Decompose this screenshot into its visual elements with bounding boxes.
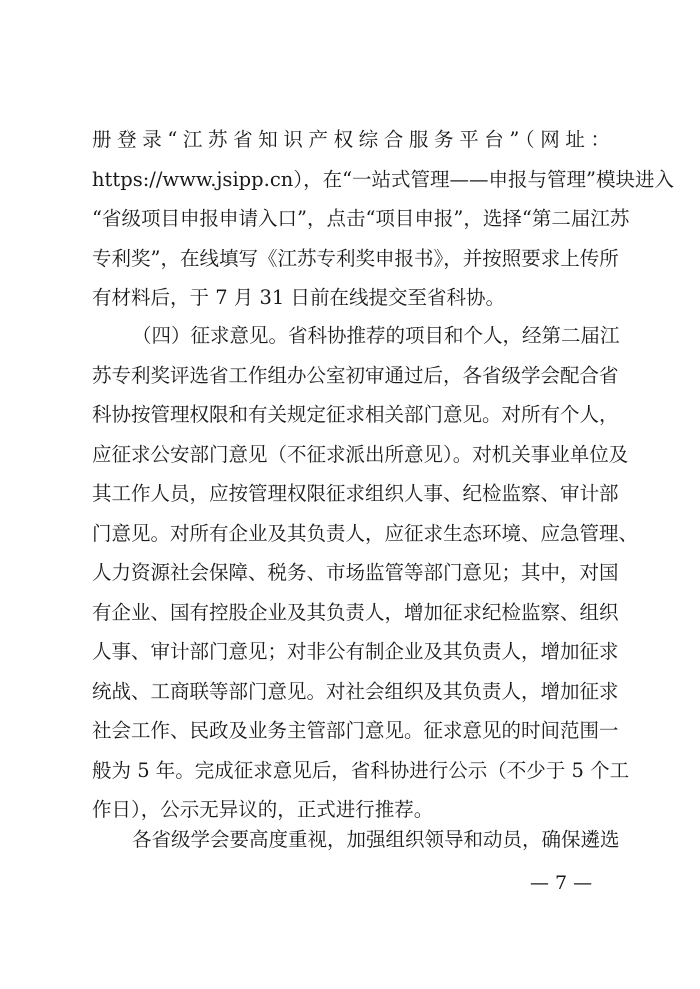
text-line: 专利奖”，在线填写《江苏专利奖申报书》，并按照要求上传所: [92, 246, 619, 270]
text-line: 人力资源社会保障、税务、市场监管等部门意见；其中，对国: [92, 561, 619, 584]
text-line: “省级项目申报申请入口”，点击“项目申报”，选择“第二届江苏: [92, 207, 630, 230]
text-line: 社会工作、民政及业务主管部门意见。征求意见的时间范围一: [92, 719, 619, 742]
text-line: 科协按管理权限和有关规定征求相关部门意见。对所有个人，: [92, 403, 619, 426]
text-line: 应征求公安部门意见（不征求派出所意见）。对机关事业单位及: [92, 442, 629, 466]
text-line: （四）征求意见。省科协推荐的项目和个人，经第二届江: [132, 324, 620, 347]
text-line: 有企业、国有控股企业及其负责人，增加征求纪检监察、组织: [92, 600, 619, 624]
text-line: 其工作人员，应按管理权限征求组织人事、纪检监察、审计部: [92, 482, 619, 505]
text-line: 各省级学会要高度重视，加强组织领导和动员，确保遴选: [132, 828, 620, 851]
text-line: 作日），公示无异议的，正式进行推荐。: [92, 798, 434, 821]
text-line: https://www.jsipp.cn），在“一站式管理——申报与管理”模块进入: [92, 167, 675, 191]
text-line: 册登录“江苏省知识产权综合服务平台”（网址：: [92, 128, 610, 151]
paragraph-registration: [92, 120, 675, 318]
page-number: — 7 —: [530, 872, 593, 894]
text-line: 统战、工商联等部门意见。对社会组织及其负责人，增加征求: [92, 679, 619, 703]
text-line: 般为 5 年。完成征求意见后，省科协进行公示（不少于 5 个工: [92, 758, 630, 782]
text-line: 有材料后，于 7 月 31 日前在线提交至省科协。: [92, 286, 506, 309]
paragraph-closing: [92, 820, 620, 860]
text-line: 门意见。对所有企业及其负责人，应征求生态环境、应急管理、: [92, 521, 639, 545]
text-line: 人事、审计部门意见；对非公有制企业及其负责人，增加征求: [92, 640, 619, 663]
text-line: 苏专利奖评选省工作组办公室初审通过后，各省级学会配合省: [92, 363, 619, 387]
paragraph-solicit-opinions: [92, 316, 639, 830]
